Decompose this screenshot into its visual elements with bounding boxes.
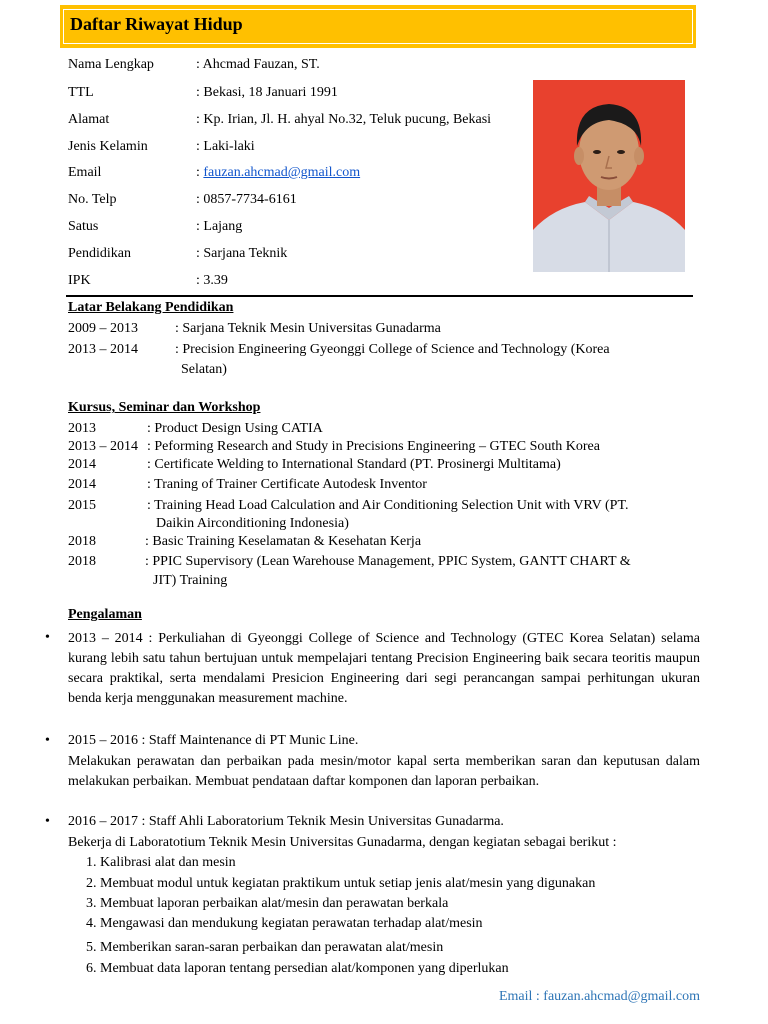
experience-heading: Pengalaman bbox=[68, 607, 142, 622]
course-desc: : Training Head Load Calculation and Air Conditioning Selection Unit with VRV (PT. bbox=[147, 498, 629, 513]
education-desc: : Precision Engineering Gyeonggi College of Science and Technology (Korea bbox=[175, 342, 610, 357]
education-desc: : Sarjana Teknik Mesin Universitas Gunadarma bbox=[175, 321, 441, 336]
experience-title: 2016 – 2017 : Staff Ahli Laboratorium Teknik Mesin Universitas Gunadarma. bbox=[68, 814, 504, 829]
course-desc: : Basic Training Keselamatan & Kesehatan Kerja bbox=[145, 534, 422, 549]
courses-heading: Kursus, Seminar dan Workshop bbox=[68, 400, 261, 415]
bullet-icon: • bbox=[45, 733, 50, 748]
info-value: : 0857-7734-6161 bbox=[196, 192, 297, 207]
education-years: 2009 – 2013 bbox=[68, 321, 138, 336]
info-label: No. Telp bbox=[68, 192, 117, 207]
email-link[interactable]: fauzan.ahcmad@gmail.com bbox=[203, 165, 361, 180]
footer-email: Email : fauzan.ahcmad@gmail.com bbox=[498, 989, 700, 1004]
list-item: 5. Memberikan saran-saran perbaikan dan perawatan alat/mesin bbox=[86, 940, 444, 955]
course-desc: : Product Design Using CATIA bbox=[147, 421, 323, 436]
profile-photo bbox=[533, 80, 685, 272]
info-label: Jenis Kelamin bbox=[68, 139, 148, 154]
course-year: 2018 bbox=[68, 554, 96, 569]
course-desc: : Certificate Welding to International Standard (PT. Prosinergi Multitama) bbox=[147, 457, 561, 472]
section-divider bbox=[66, 295, 693, 297]
info-value: : Laki-laki bbox=[196, 139, 255, 154]
experience-item-1: 2013 – 2014 : Perkuliahan di Gyeonggi College of Science and Technology (GTEC Korea Selatan) selama kurang lebih satu tahun bertujuan untuk mempelajari tentang Precision Engineering baik secara teoritis maupun secara praktikal, serta mendalami Presicion Engineering dari segi perancangan sampai perhitungan ukuran benda kerja menggunakan measurement machine. bbox=[68, 631, 700, 706]
bullet-icon: • bbox=[45, 814, 50, 829]
list-item: 4. Mengawasi dan mendukung kegiatan perawatan terhadap alat/mesin bbox=[86, 916, 483, 931]
course-year: 2018 bbox=[68, 534, 96, 549]
education-desc-cont: Selatan) bbox=[181, 362, 227, 377]
course-desc-cont: JIT) Training bbox=[153, 573, 228, 588]
experience-desc: Bekerja di Laboratotium Teknik Mesin Universitas Gunadarma, dengan kegiatan sebagai berikut : bbox=[68, 835, 617, 850]
info-label: TTL bbox=[68, 85, 94, 100]
experience-desc: Melakukan perawatan dan perbaikan pada mesin/motor kapal serta memberikan saran dan keputusan dalam melakukan perbaikan. Membuat pendataan daftar komponen dan laporan perbaikan. bbox=[68, 754, 700, 789]
info-label: Pendidikan bbox=[68, 246, 131, 261]
list-item: 3. Membuat laporan perbaikan alat/mesin dan perawatan berkala bbox=[86, 896, 449, 911]
course-desc: : PPIC Supervisory (Lean Warehouse Management, PPIC System, GANTT CHART & bbox=[145, 554, 631, 569]
title-banner bbox=[60, 5, 696, 48]
course-year: 2015 bbox=[68, 498, 96, 513]
info-value: : Lajang bbox=[196, 219, 243, 234]
info-value: : Bekasi, 18 Januari 1991 bbox=[196, 85, 338, 100]
list-item: 1. Kalibrasi alat dan mesin bbox=[86, 855, 236, 870]
course-desc: : Peforming Research and Study in Precisions Engineering – GTEC South Korea bbox=[147, 439, 600, 454]
info-value: : Ahcmad Fauzan, ST. bbox=[196, 57, 320, 72]
course-desc-cont: Daikin Airconditioning Indonesia) bbox=[156, 516, 349, 531]
info-value: : Kp. Irian, Jl. H. ahyal No.32, Teluk pucung, Bekasi bbox=[196, 112, 492, 127]
experience-title: 2015 – 2016 : Staff Maintenance di PT Munic Line. bbox=[68, 733, 359, 748]
info-label: Satus bbox=[68, 219, 99, 234]
course-year: 2014 bbox=[68, 477, 96, 492]
info-value: : Sarjana Teknik bbox=[196, 246, 288, 261]
info-label: Alamat bbox=[68, 112, 110, 127]
page-title: Daftar Riwayat Hidup bbox=[70, 14, 243, 34]
course-year: 2013 bbox=[68, 421, 96, 436]
course-year: 2013 – 2014 bbox=[68, 439, 138, 454]
info-label: Nama Lengkap bbox=[68, 57, 154, 72]
info-label: IPK bbox=[68, 273, 91, 288]
list-item: 2. Membuat modul untuk kegiatan praktikum untuk setiap jenis alat/mesin yang digunakan bbox=[86, 876, 596, 891]
course-desc: : Traning of Trainer Certificate Autodesk Inventor bbox=[147, 477, 427, 492]
education-years: 2013 – 2014 bbox=[68, 342, 138, 357]
list-item: 6. Membuat data laporan tentang persedian alat/komponen yang diperlukan bbox=[86, 961, 509, 976]
info-label: Email bbox=[68, 165, 102, 180]
education-heading: Latar Belakang Pendidikan bbox=[68, 300, 234, 315]
portrait-illustration bbox=[533, 80, 685, 272]
course-year: 2014 bbox=[68, 457, 96, 472]
bullet-icon: • bbox=[45, 630, 50, 645]
info-value: : 3.39 bbox=[196, 273, 228, 288]
email-colon: : bbox=[196, 165, 204, 180]
info-value-email bbox=[196, 163, 360, 183]
